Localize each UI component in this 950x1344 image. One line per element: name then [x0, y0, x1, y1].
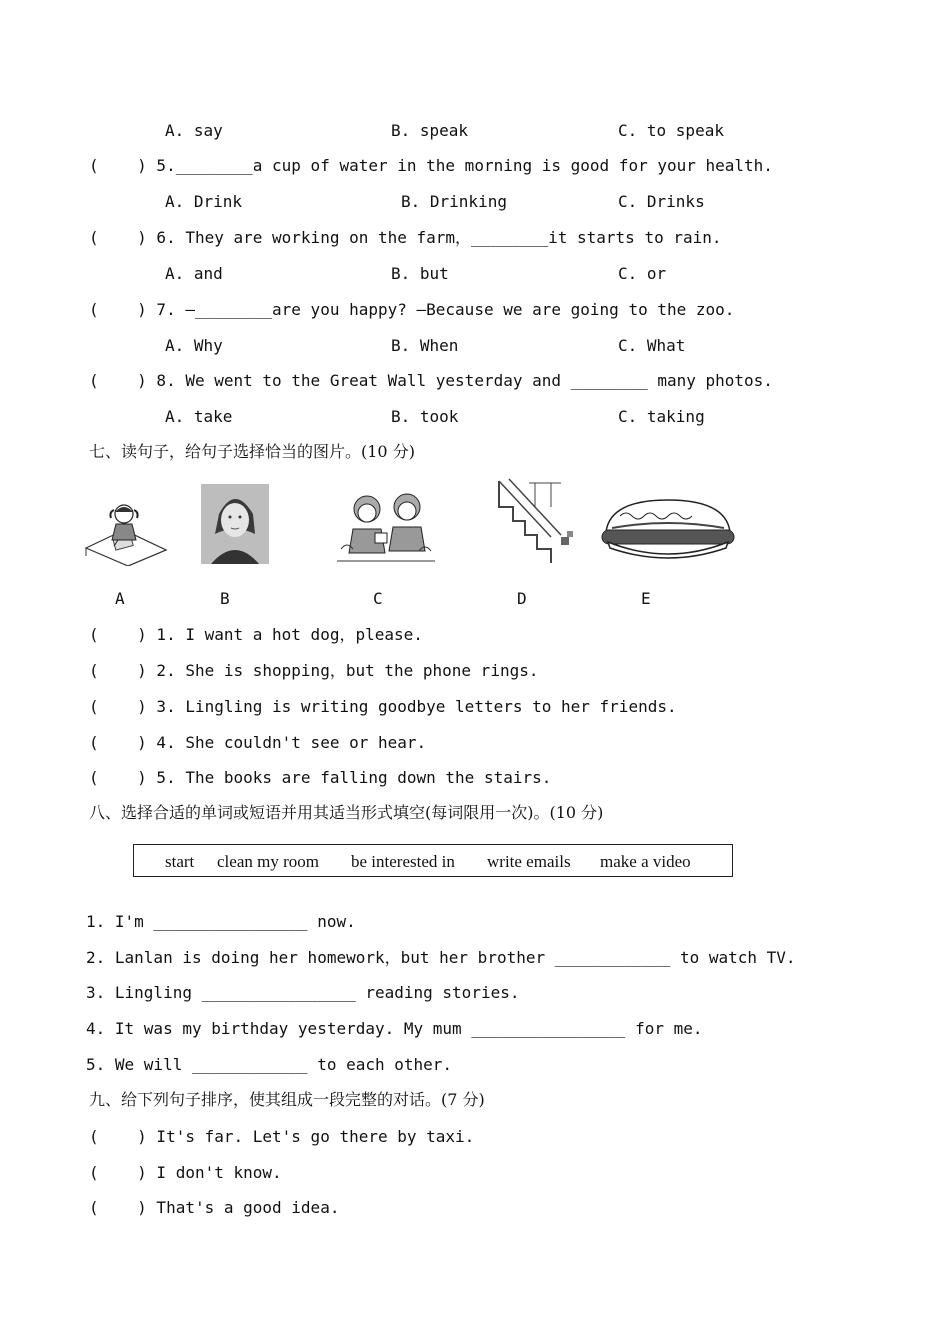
sec7-item-5: ( ) 5. The books are falling down the stairs. — [89, 768, 552, 787]
word-write-emails: write emails — [487, 852, 571, 871]
question-8: ( ) 8. We went to the Great Wall yesterday and ________ many photos. — [89, 371, 773, 390]
q7-option-b: B. When — [391, 336, 459, 355]
word-clean-my-room: clean my room — [217, 852, 319, 871]
sec8-item-3: 3. Lingling ________________ reading stories. — [86, 983, 520, 1002]
question-6: ( ) 6. They are working on the farm，________it starts to rain. — [89, 228, 722, 247]
sec9-item-1: ( ) It's far. Let's go there by taxi. — [89, 1127, 475, 1146]
picture-label-c: C — [373, 589, 383, 608]
word-be-interested-in: be interested in — [351, 852, 455, 871]
sec7-item-1: ( ) 1. I want a hot dog，please. — [89, 625, 423, 644]
sec8-item-1: 1. I'm ________________ now. — [86, 912, 356, 931]
section-7-heading: 七、读句子，给句子选择恰当的图片。(10 分) — [89, 442, 415, 461]
question-7: ( ) 7. —________are you happy? —Because we are going to the zoo. — [89, 300, 735, 319]
word-bank — [133, 844, 733, 877]
picture-label-d: D — [517, 589, 527, 608]
section-8-heading: 八、选择合适的单词或短语并用其适当形式填空(每词限用一次)。(10 分) — [89, 803, 604, 822]
q4-option-a: A. say — [165, 121, 223, 140]
sec8-item-4: 4. It was my birthday yesterday. My mum ________________ for me. — [86, 1019, 703, 1038]
woman-portrait-icon — [201, 484, 269, 564]
q8-option-c: C. taking — [618, 407, 705, 426]
q6-option-c: C. or — [618, 264, 667, 283]
word-make-a-video: make a video — [600, 852, 691, 871]
picture-label-e: E — [641, 589, 651, 608]
q5-option-b: B. Drinking — [401, 192, 507, 211]
word-start: start — [165, 852, 195, 871]
sec9-item-2: ( ) I don't know. — [89, 1163, 282, 1182]
question-5: ( ) 5.________a cup of water in the morning is good for your health. — [89, 156, 773, 175]
q7-option-c: C. What — [618, 336, 686, 355]
sec8-item-5: 5. We will ____________ to each other. — [86, 1055, 453, 1074]
sec7-item-4: ( ) 4. She couldn't see or hear. — [89, 733, 427, 752]
q4-option-c: C. to speak — [618, 121, 724, 140]
picture-label-a: A — [115, 589, 125, 608]
sec7-item-3: ( ) 3. Lingling is writing goodbye letters to her friends. — [89, 697, 677, 716]
picture-label-b: B — [220, 589, 230, 608]
hot-dog-icon — [600, 496, 736, 566]
q6-option-b: B. but — [391, 264, 449, 283]
section-9-heading: 九、给下列句子排序，使其组成一段完整的对话。(7 分) — [89, 1090, 485, 1109]
sec8-item-2: 2. Lanlan is doing her homework，but her brother ____________ to watch TV. — [86, 948, 796, 967]
sec7-item-2: ( ) 2. She is shopping，but the phone rings. — [89, 661, 539, 680]
q5-option-c: C. Drinks — [618, 192, 705, 211]
sec9-item-3: ( ) That's a good idea. — [89, 1198, 340, 1217]
q8-option-a: A. take — [165, 407, 233, 426]
q7-option-a: A. Why — [165, 336, 223, 355]
two-girls-icon — [335, 489, 437, 567]
girl-writing-icon — [84, 500, 168, 566]
q4-option-b: B. speak — [391, 121, 469, 140]
q5-option-a: A. Drink — [165, 192, 243, 211]
q8-option-b: B. took — [391, 407, 459, 426]
q6-option-a: A. and — [165, 264, 223, 283]
stairs-icon — [495, 477, 579, 565]
